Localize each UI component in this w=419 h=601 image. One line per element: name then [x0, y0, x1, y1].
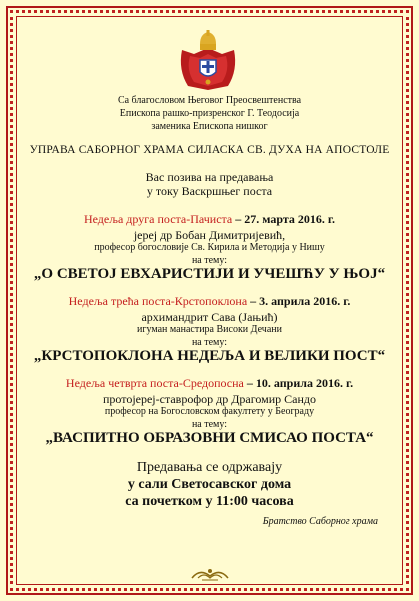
lecture-3-sunday: Недеља четврта поста-Средопосна [65, 376, 244, 390]
coat-of-arms-icon [178, 30, 238, 92]
blessing-line-3: заменика Епископа нишког [151, 121, 268, 132]
lecture-3-theme: „ВАСПИТНО ОБРАЗОВНИ СМИСАО ПОСТА“ [45, 430, 374, 446]
invite-line-2: у току Васкршњег поста [146, 184, 273, 198]
lecture-2-speaker: архимандрит Сава (Јањић) [141, 310, 278, 324]
lecture-2-date: – 3. априла 2016. [247, 294, 341, 308]
lecture-2-sunday: Недеља трећа поста-Крстопоклона [68, 294, 248, 308]
lecture-3-role: професор на Богословском факултету у Београду [104, 406, 315, 417]
footer-line-3: са почетком у 11:00 часова [125, 494, 294, 509]
invite-line-1: Вас позива на предавања [145, 170, 274, 184]
lecture-3-on-theme: на тему: [191, 419, 228, 430]
lecture-3-speaker: протојереј-ставрофор др Драгомир Сандо [102, 392, 317, 406]
lecture-2-on-theme: на тему: [191, 337, 228, 348]
lecture-3-date: – 10. априла 2016. [243, 376, 343, 390]
lecture-1-speaker: јереј др Бобан Димитријевић, [133, 228, 286, 242]
lecture-1-theme: „О СВЕТОЈ ЕВХАРИСТИЈИ И УЧЕШЋУ У ЊОЈ“ [33, 266, 386, 282]
lecture-1-date-line [20, 212, 399, 227]
signature: Братство Саборног храма [262, 516, 378, 527]
blessing-line-1: Са благословом Његовог Преосвештенства [117, 95, 302, 106]
lecture-2-theme: „КРСТОПОКЛОНА НЕДЕЉА И ВЕЛИКИ ПОСТ“ [33, 348, 386, 364]
lecture-2-unit: г. [343, 294, 351, 308]
lecture-1-unit: г. [327, 212, 336, 226]
lecture-1-sunday: Недеља друга поста-Пачиста [83, 212, 233, 226]
blessing-line-2: Епископа рашко-призренског Г. Теодосија [119, 108, 300, 119]
lecture-1-on-theme: на тему: [191, 255, 228, 266]
lecture-3-unit: г. [345, 376, 354, 390]
lecture-2-role: игуман манастира Високи Дечани [137, 324, 282, 335]
footer-line-2: у сали Светосавског дома [127, 477, 292, 492]
lecture-1-date: – 27. марта 2016. [232, 212, 325, 226]
lecture-3-date-line [20, 376, 399, 391]
heading: УПРАВА САБОРНОГ ХРАМА СИЛАСКА СВ. ДУХА НА АПОСТОЛЕ [29, 144, 390, 156]
flourish-icon [190, 566, 230, 582]
lecture-1-role: професор богословије Св. Кирила и Методија у Нишу [94, 242, 325, 253]
lecture-2-date-line [20, 294, 399, 309]
footer-line-1: Предавања се одржавају [136, 460, 283, 475]
